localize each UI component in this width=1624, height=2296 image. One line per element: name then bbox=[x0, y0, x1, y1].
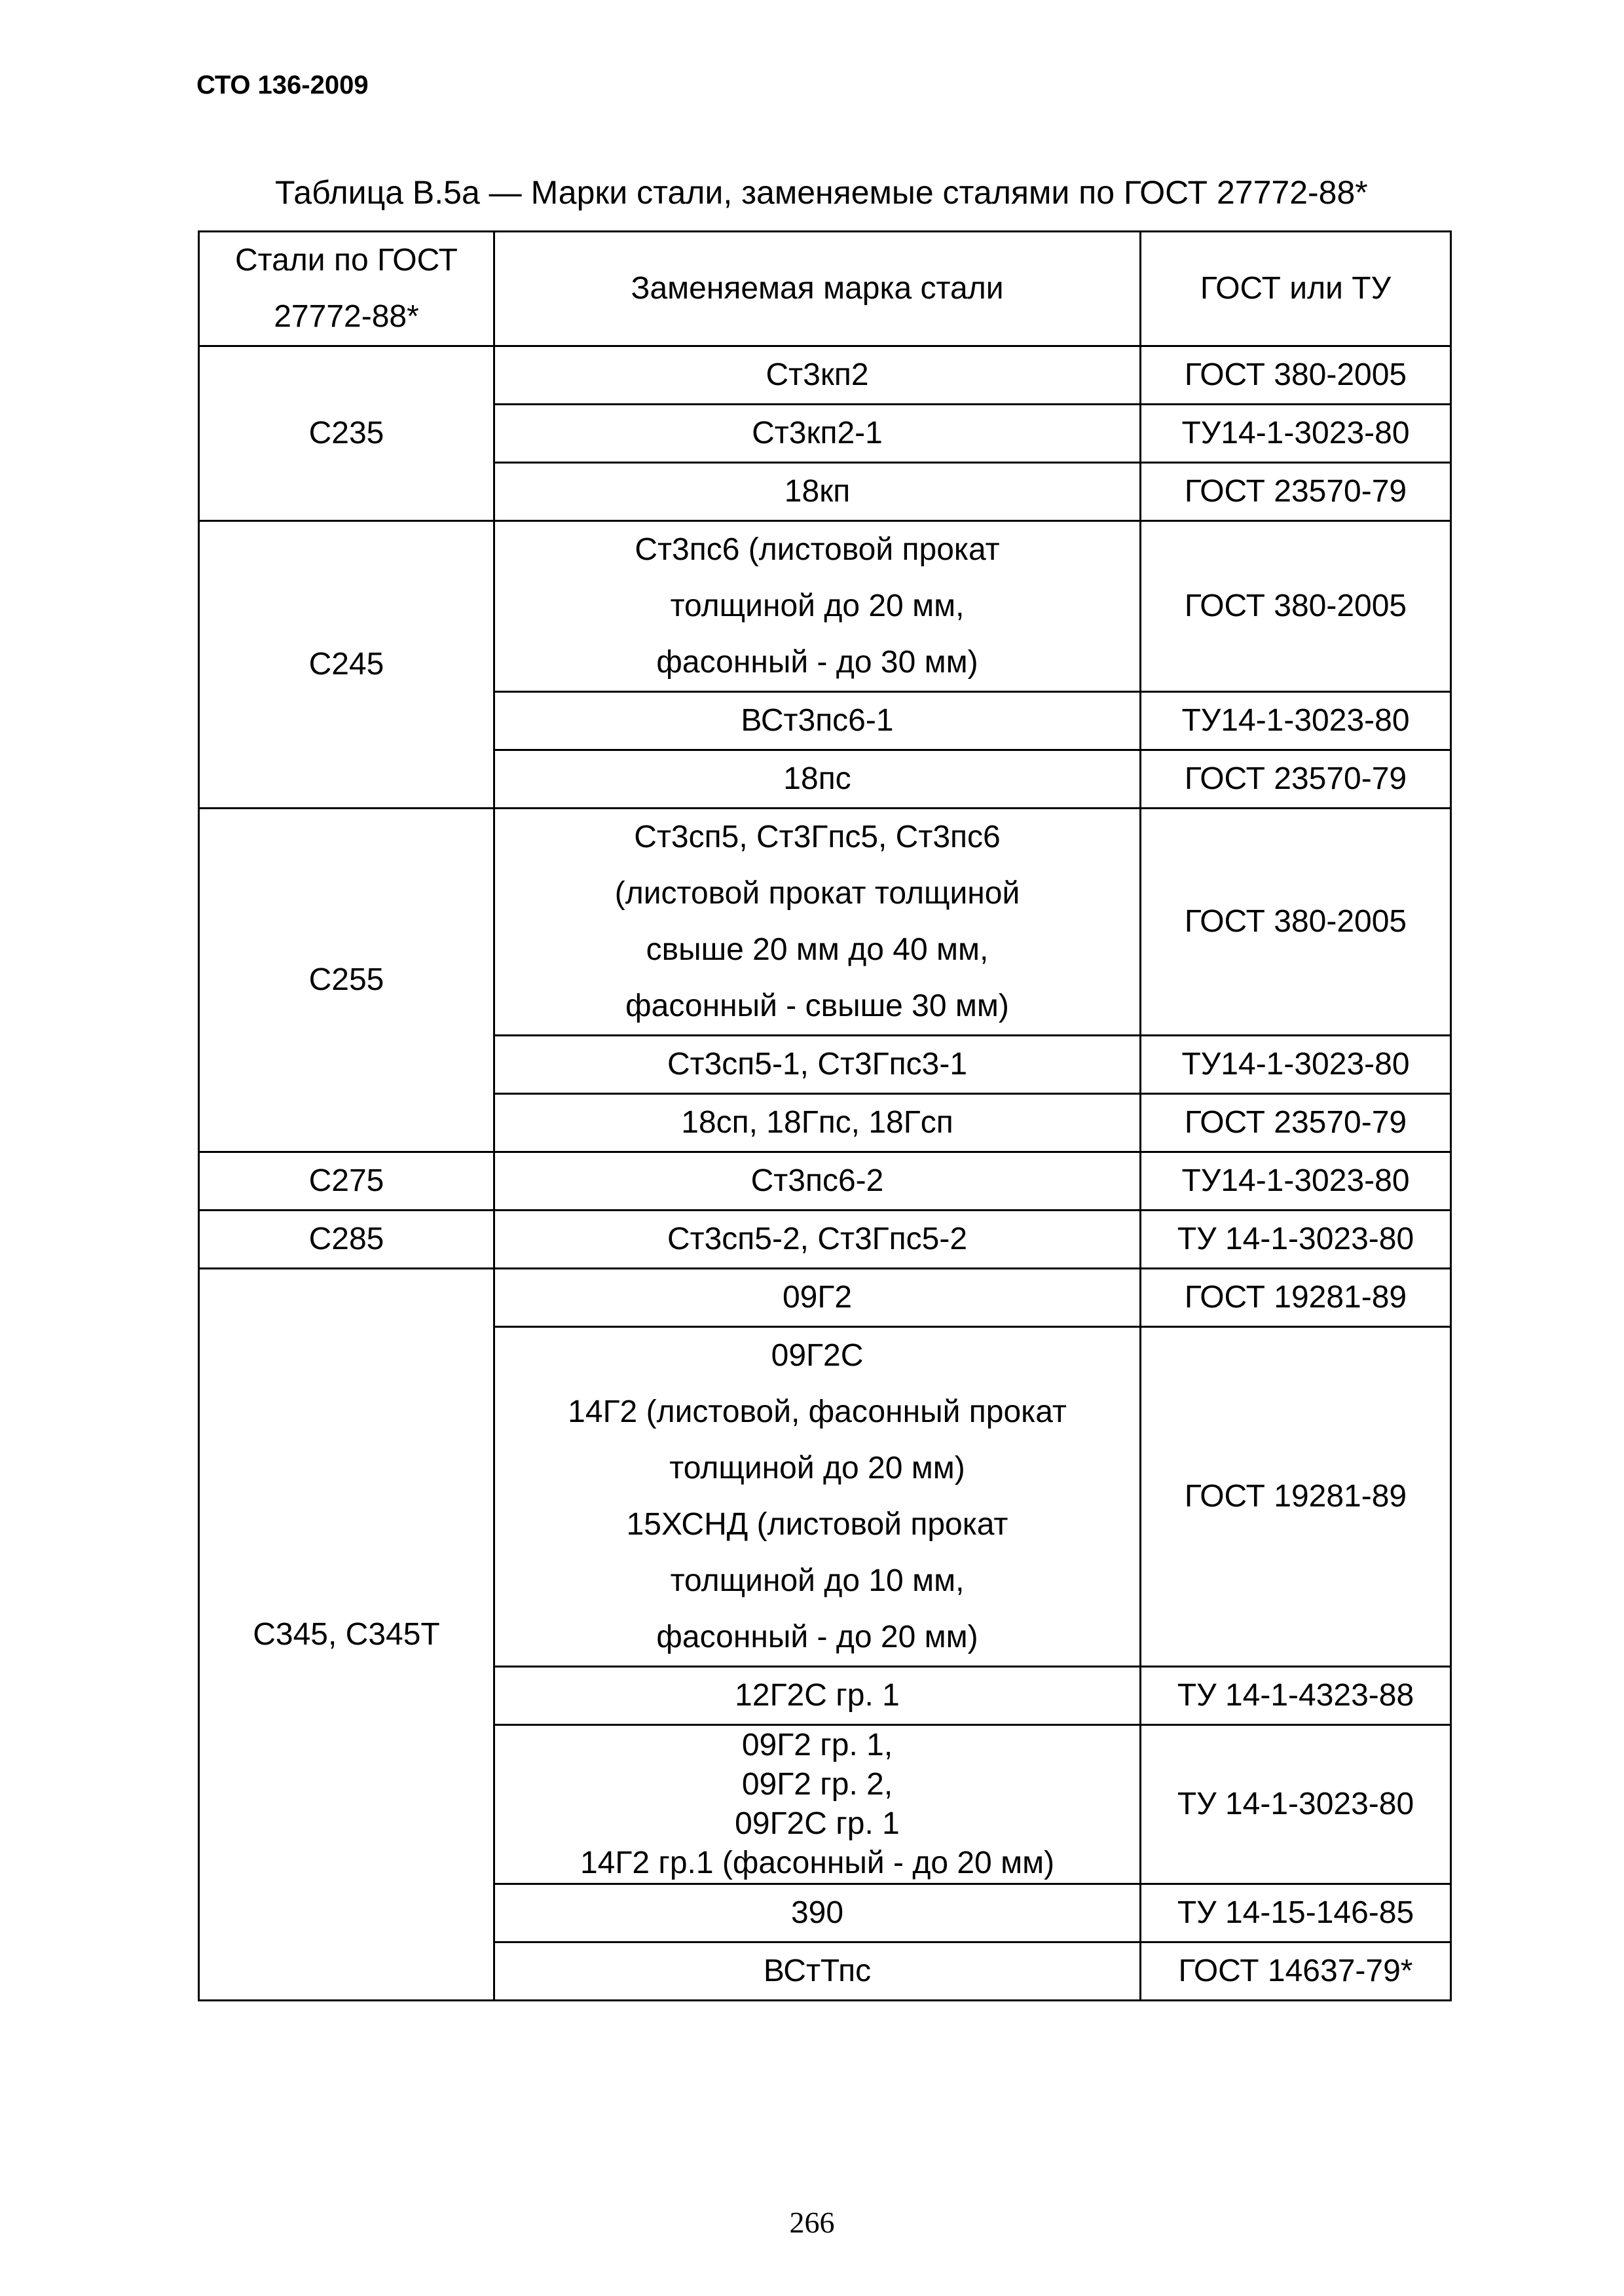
replaced-grade-line: фасонный - до 20 мм) bbox=[656, 1620, 978, 1654]
replaced-grade-cell bbox=[494, 405, 1141, 463]
table-row bbox=[199, 521, 1451, 692]
grade-line: С255 bbox=[308, 962, 384, 997]
standard-cell: ГОСТ 14637-79* bbox=[1141, 1942, 1451, 2001]
header-line: Заменяемая марка стали bbox=[631, 271, 1004, 306]
standard-cell: ТУ 14-1-3023-80 bbox=[1141, 1725, 1451, 1884]
replaced-grade-cell bbox=[494, 692, 1141, 750]
grade-line: С275 bbox=[308, 1163, 384, 1198]
standard-cell: ТУ 14-1-3023-80 bbox=[1141, 1211, 1451, 1269]
replaced-grade-line: 18сп, 18Гпс, 18Гсп bbox=[681, 1105, 953, 1140]
standard-cell: ТУ 14-1-4323-88 bbox=[1141, 1667, 1451, 1725]
table-body bbox=[199, 346, 1451, 2001]
standard-cell: ГОСТ 380-2005 bbox=[1141, 521, 1451, 692]
standard-cell: ГОСТ 19281-89 bbox=[1141, 1327, 1451, 1667]
replaced-grade-cell bbox=[494, 1269, 1141, 1327]
standard-cell: ГОСТ 23570-79 bbox=[1141, 750, 1451, 809]
replaced-grade-cell bbox=[494, 1036, 1141, 1094]
standard-cell: ГОСТ 380-2005 bbox=[1141, 809, 1451, 1036]
replaced-grade-line: Ст3сп5, Ст3Гпс5, Ст3пс6 bbox=[634, 820, 1001, 854]
replaced-grade-cell bbox=[494, 346, 1141, 405]
grade-cell bbox=[199, 521, 494, 809]
grade-cell bbox=[199, 1211, 494, 1269]
header-line: Стали по ГОСТ bbox=[234, 243, 458, 278]
table-row bbox=[199, 1211, 1451, 1269]
header-line: ГОСТ или ТУ bbox=[1200, 271, 1392, 306]
grade-line: С245 bbox=[308, 647, 384, 682]
replaced-grade-line: Ст3сп5-1, Ст3Гпс3-1 bbox=[667, 1047, 968, 1082]
standard-cell: ГОСТ 380-2005 bbox=[1141, 346, 1451, 405]
replaced-grade-line: 14Г2 гр.1 (фасонный - до 20 мм) bbox=[580, 1846, 1055, 1880]
table-row bbox=[199, 346, 1451, 405]
replaced-grade-line: 09Г2С bbox=[771, 1338, 864, 1373]
replaced-grade-cell bbox=[494, 750, 1141, 809]
replaced-grade-cell bbox=[494, 1942, 1141, 2001]
grade-line: С285 bbox=[308, 1222, 384, 1256]
standard-cell: ТУ14-1-3023-80 bbox=[1141, 405, 1451, 463]
replaced-grade-line: Ст3кп2 bbox=[766, 357, 869, 392]
grade-line: С345, С345Т bbox=[253, 1616, 440, 1652]
replaced-grade-line: толщиной до 20 мм) bbox=[669, 1451, 965, 1485]
header-line: 27772-88* bbox=[274, 299, 419, 334]
standard-cell: ТУ 14-15-146-85 bbox=[1141, 1884, 1451, 1942]
replaced-grade-line: Ст3сп5-2, Ст3Гпс5-2 bbox=[667, 1222, 968, 1256]
replaced-grade-line: 18пс bbox=[783, 761, 851, 796]
replaced-grade-line: Ст3пс6-2 bbox=[750, 1163, 884, 1198]
table-row bbox=[199, 1152, 1451, 1211]
replaced-grade-line: фасонный - свыше 30 мм) bbox=[625, 989, 1009, 1023]
replaced-grade-line: 09Г2 гр. 2, bbox=[741, 1767, 893, 1802]
grade-cell bbox=[199, 346, 494, 521]
document-code: СТО 136-2009 bbox=[196, 71, 369, 100]
standard-cell: ТУ14-1-3023-80 bbox=[1141, 692, 1451, 750]
replaced-grade-cell bbox=[494, 1884, 1141, 1942]
replaced-grade-cell bbox=[494, 809, 1141, 1036]
replaced-grade-cell bbox=[494, 1152, 1141, 1211]
replaced-grade-cell bbox=[494, 521, 1141, 692]
grade-line: С235 bbox=[308, 416, 384, 450]
table-header-row bbox=[199, 232, 1451, 346]
replaced-grade-cell bbox=[494, 1327, 1141, 1667]
replaced-grade-line: 390 bbox=[790, 1895, 844, 1930]
table-caption: Таблица В.5а — Марки стали, заменяемые сталями по ГОСТ 27772-88* bbox=[275, 174, 1368, 211]
standard-cell: ТУ14-1-3023-80 bbox=[1141, 1152, 1451, 1211]
replaced-grade-cell bbox=[494, 1725, 1141, 1884]
steel-grades-table bbox=[198, 230, 1452, 2001]
replaced-grade-cell bbox=[494, 1211, 1141, 1269]
standard-cell: ГОСТ 19281-89 bbox=[1141, 1269, 1451, 1327]
replaced-grade-line: Ст3кп2-1 bbox=[752, 416, 883, 450]
replaced-grade-line: 09Г2 bbox=[782, 1280, 853, 1315]
page-number: 266 bbox=[789, 2206, 835, 2239]
replaced-grade-line: фасонный - до 30 мм) bbox=[656, 645, 978, 680]
standard-cell: ГОСТ 23570-79 bbox=[1141, 1094, 1451, 1152]
header-standard bbox=[1141, 232, 1451, 346]
table-row bbox=[199, 1269, 1451, 1327]
replaced-grade-line: свыше 20 мм до 40 мм, bbox=[646, 932, 989, 967]
replaced-grade-line: 09Г2С гр. 1 bbox=[735, 1806, 900, 1841]
header-gost-steels bbox=[199, 232, 494, 346]
replaced-grade-line: ВСтТпс bbox=[763, 1954, 872, 1988]
replaced-grade-line: ВСт3пс6-1 bbox=[741, 703, 894, 738]
replaced-grade-line: 12Г2С гр. 1 bbox=[735, 1678, 900, 1713]
replaced-grade-line: 09Г2 гр. 1, bbox=[741, 1728, 893, 1762]
standard-cell: ТУ14-1-3023-80 bbox=[1141, 1036, 1451, 1094]
replaced-grade-line: 15ХСНД (листовой прокат bbox=[626, 1507, 1008, 1542]
replaced-grade-cell bbox=[494, 463, 1141, 521]
grade-cell bbox=[199, 1152, 494, 1211]
grade-cell bbox=[199, 809, 494, 1152]
header-replaced-grade bbox=[494, 232, 1141, 346]
replaced-grade-cell bbox=[494, 1667, 1141, 1725]
replaced-grade-line: (листовой прокат толщиной bbox=[614, 876, 1020, 911]
grade-cell bbox=[199, 1269, 494, 2001]
replaced-grade-line: толщиной до 10 мм, bbox=[670, 1563, 965, 1598]
standard-cell: ГОСТ 23570-79 bbox=[1141, 463, 1451, 521]
replaced-grade-line: 14Г2 (листовой, фасонный прокат bbox=[568, 1394, 1067, 1429]
replaced-grade-line: толщиной до 20 мм, bbox=[670, 589, 965, 623]
replaced-grade-line: Ст3пс6 (листовой прокат bbox=[635, 532, 1000, 567]
replaced-grade-line: 18кп bbox=[784, 474, 851, 509]
table-row bbox=[199, 809, 1451, 1036]
replaced-grade-cell bbox=[494, 1094, 1141, 1152]
